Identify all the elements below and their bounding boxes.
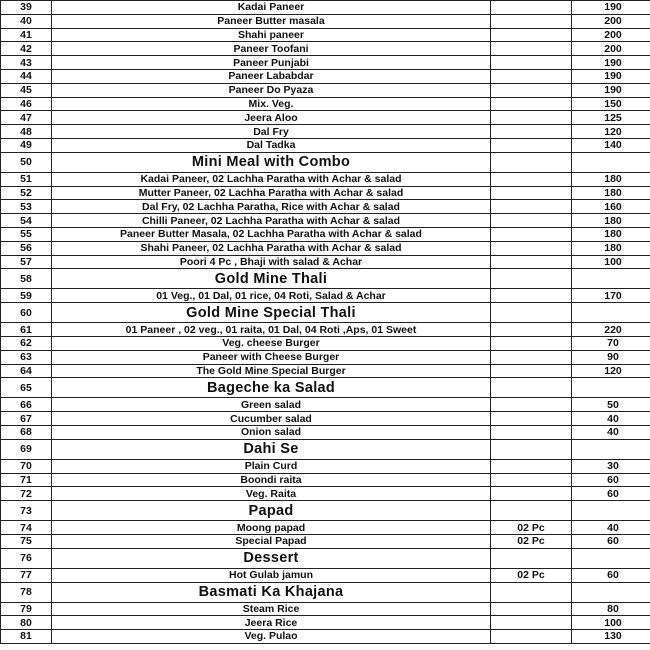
item-price — [572, 582, 650, 602]
item-price — [572, 378, 650, 398]
item-quantity — [491, 398, 572, 412]
item-price — [572, 269, 650, 289]
item-number: 80 — [1, 616, 52, 630]
item-name: Green salad — [52, 398, 491, 412]
item-quantity — [491, 42, 572, 56]
item-number: 43 — [1, 56, 52, 70]
item-number: 45 — [1, 83, 52, 97]
item-number: 63 — [1, 350, 52, 364]
menu-row — [1, 568, 650, 582]
item-number: 79 — [1, 602, 52, 616]
menu-row — [1, 534, 650, 548]
section-row — [1, 269, 650, 289]
item-name: Shahi paneer — [52, 28, 491, 42]
menu-row — [1, 398, 650, 412]
item-quantity — [491, 630, 572, 644]
item-quantity — [491, 582, 572, 602]
item-number: 67 — [1, 412, 52, 426]
item-name: Paneer Butter Masala, 02 Lachha Paratha with Achar & salad — [52, 227, 491, 241]
item-number: 70 — [1, 459, 52, 473]
item-price: 120 — [572, 364, 650, 378]
item-price: 180 — [572, 214, 650, 228]
item-name: Paneer Toofani — [52, 42, 491, 56]
item-name: Kadai Paneer — [52, 1, 491, 15]
item-number: 81 — [1, 630, 52, 644]
item-name: Paneer Do Pyaza — [52, 83, 491, 97]
item-price: 90 — [572, 350, 650, 364]
item-number: 66 — [1, 398, 52, 412]
item-name: Veg. cheese Burger — [52, 336, 491, 350]
item-name: Chilli Paneer, 02 Lachha Paratha with Achar & salad — [52, 214, 491, 228]
item-price: 60 — [572, 473, 650, 487]
item-quantity — [491, 241, 572, 255]
item-price: 150 — [572, 97, 650, 111]
item-price: 170 — [572, 289, 650, 303]
item-price: 190 — [572, 1, 650, 15]
item-number: 39 — [1, 1, 52, 15]
item-number: 42 — [1, 42, 52, 56]
item-price: 180 — [572, 186, 650, 200]
item-quantity — [491, 487, 572, 501]
item-price: 160 — [572, 200, 650, 214]
menu-row — [1, 138, 650, 152]
item-number: 74 — [1, 521, 52, 535]
menu-row — [1, 111, 650, 125]
item-number: 72 — [1, 487, 52, 501]
item-quantity — [491, 28, 572, 42]
item-quantity — [491, 138, 572, 152]
item-number: 65 — [1, 378, 52, 398]
section-title: Dahi Se — [52, 439, 491, 459]
item-price: 60 — [572, 534, 650, 548]
item-quantity — [491, 364, 572, 378]
item-name: Kadai Paneer, 02 Lachha Paratha with Achar & salad — [52, 172, 491, 186]
item-number: 53 — [1, 200, 52, 214]
section-title: Gold Mine Special Thali — [52, 303, 491, 323]
item-price: 180 — [572, 172, 650, 186]
item-quantity — [491, 227, 572, 241]
section-row — [1, 582, 650, 602]
item-number: 55 — [1, 227, 52, 241]
item-quantity: 02 Pc — [491, 534, 572, 548]
item-number: 48 — [1, 125, 52, 139]
menu-row — [1, 125, 650, 139]
section-row — [1, 548, 650, 568]
item-quantity — [491, 289, 572, 303]
item-number: 52 — [1, 186, 52, 200]
item-number: 57 — [1, 255, 52, 269]
item-price: 30 — [572, 459, 650, 473]
item-price: 200 — [572, 42, 650, 56]
item-name: Hot Gulab jamun — [52, 568, 491, 582]
menu-row — [1, 255, 650, 269]
item-quantity — [491, 501, 572, 521]
item-quantity — [491, 350, 572, 364]
menu-row — [1, 323, 650, 337]
item-quantity — [491, 69, 572, 83]
item-name: Shahi Paneer, 02 Lachha Paratha with Achar & salad — [52, 241, 491, 255]
item-price: 200 — [572, 28, 650, 42]
item-quantity — [491, 125, 572, 139]
item-price: 125 — [572, 111, 650, 125]
item-number: 77 — [1, 568, 52, 582]
item-name: Mutter Paneer, 02 Lachha Paratha with Achar & salad — [52, 186, 491, 200]
section-row — [1, 378, 650, 398]
item-quantity — [491, 214, 572, 228]
item-price: 70 — [572, 336, 650, 350]
item-number: 59 — [1, 289, 52, 303]
item-number: 62 — [1, 336, 52, 350]
menu-row — [1, 616, 650, 630]
item-quantity — [491, 303, 572, 323]
item-number: 46 — [1, 97, 52, 111]
item-quantity — [491, 172, 572, 186]
item-name: Moong papad — [52, 521, 491, 535]
item-price: 130 — [572, 630, 650, 644]
item-quantity — [491, 459, 572, 473]
menu-row — [1, 97, 650, 111]
menu-row — [1, 336, 650, 350]
item-quantity — [491, 97, 572, 111]
item-quantity — [491, 56, 572, 70]
item-number: 61 — [1, 323, 52, 337]
item-number: 76 — [1, 548, 52, 568]
item-name: 01 Veg., 01 Dal, 01 rice, 04 Roti, Salad & Achar — [52, 289, 491, 303]
menu-row — [1, 186, 650, 200]
menu-row — [1, 69, 650, 83]
item-price — [572, 303, 650, 323]
item-name: Onion salad — [52, 425, 491, 439]
item-name: Paneer Lababdar — [52, 69, 491, 83]
menu-row — [1, 172, 650, 186]
section-title: Papad — [52, 501, 491, 521]
menu-row — [1, 425, 650, 439]
item-number: 54 — [1, 214, 52, 228]
item-name: Poori 4 Pc , Bhaji with salad & Achar — [52, 255, 491, 269]
item-number: 64 — [1, 364, 52, 378]
section-row — [1, 303, 650, 323]
menu-body — [1, 1, 650, 644]
menu-row — [1, 28, 650, 42]
item-quantity — [491, 14, 572, 28]
item-quantity — [491, 200, 572, 214]
item-number: 60 — [1, 303, 52, 323]
item-price: 180 — [572, 227, 650, 241]
item-quantity: 02 Pc — [491, 521, 572, 535]
section-row — [1, 152, 650, 172]
item-name: Cucumber salad — [52, 412, 491, 426]
item-quantity — [491, 186, 572, 200]
item-name: Boondi raita — [52, 473, 491, 487]
item-name: Jeera Rice — [52, 616, 491, 630]
menu-row — [1, 487, 650, 501]
item-price: 100 — [572, 616, 650, 630]
item-number: 44 — [1, 69, 52, 83]
item-name: Steam Rice — [52, 602, 491, 616]
item-name: Dal Fry — [52, 125, 491, 139]
item-quantity — [491, 83, 572, 97]
item-price: 140 — [572, 138, 650, 152]
item-name: Paneer Punjabi — [52, 56, 491, 70]
item-quantity — [491, 336, 572, 350]
item-number: 68 — [1, 425, 52, 439]
item-price: 40 — [572, 425, 650, 439]
item-number: 75 — [1, 534, 52, 548]
menu-row — [1, 56, 650, 70]
menu-row — [1, 602, 650, 616]
item-quantity — [491, 378, 572, 398]
item-number: 58 — [1, 269, 52, 289]
item-price — [572, 152, 650, 172]
item-price: 50 — [572, 398, 650, 412]
menu-row — [1, 241, 650, 255]
menu-row — [1, 227, 650, 241]
item-quantity: 02 Pc — [491, 568, 572, 582]
section-row — [1, 439, 650, 459]
item-quantity — [491, 152, 572, 172]
item-price: 220 — [572, 323, 650, 337]
item-number: 40 — [1, 14, 52, 28]
item-quantity — [491, 412, 572, 426]
item-name: 01 Paneer , 02 veg., 01 raita, 01 Dal, 04 Roti ,Aps, 01 Sweet — [52, 323, 491, 337]
item-quantity — [491, 269, 572, 289]
item-name: Special Papad — [52, 534, 491, 548]
item-quantity — [491, 548, 572, 568]
item-quantity — [491, 439, 572, 459]
item-number: 78 — [1, 582, 52, 602]
item-price: 40 — [572, 521, 650, 535]
item-name: Veg. Raita — [52, 487, 491, 501]
menu-row — [1, 289, 650, 303]
menu-row — [1, 214, 650, 228]
item-quantity — [491, 616, 572, 630]
item-quantity — [491, 111, 572, 125]
item-name: Jeera Aloo — [52, 111, 491, 125]
menu-row — [1, 200, 650, 214]
menu-row — [1, 83, 650, 97]
item-price: 190 — [572, 56, 650, 70]
item-quantity — [491, 425, 572, 439]
item-number: 47 — [1, 111, 52, 125]
item-number: 73 — [1, 501, 52, 521]
item-number: 50 — [1, 152, 52, 172]
item-name: Dal Fry, 02 Lachha Paratha, Rice with Achar & salad — [52, 200, 491, 214]
item-name: Paneer Butter masala — [52, 14, 491, 28]
menu-row — [1, 473, 650, 487]
item-quantity — [491, 255, 572, 269]
menu-row — [1, 630, 650, 644]
item-number: 71 — [1, 473, 52, 487]
item-price: 120 — [572, 125, 650, 139]
item-name: The Gold Mine Special Burger — [52, 364, 491, 378]
section-title: Mini Meal with Combo — [52, 152, 491, 172]
item-price: 100 — [572, 255, 650, 269]
item-number: 69 — [1, 439, 52, 459]
item-price: 190 — [572, 83, 650, 97]
item-number: 51 — [1, 172, 52, 186]
item-number: 41 — [1, 28, 52, 42]
item-quantity — [491, 473, 572, 487]
item-price: 60 — [572, 487, 650, 501]
menu-row — [1, 1, 650, 15]
item-name: Plain Curd — [52, 459, 491, 473]
item-name: Paneer with Cheese Burger — [52, 350, 491, 364]
section-title: Basmati Ka Khajana — [52, 582, 491, 602]
item-quantity — [491, 323, 572, 337]
menu-row — [1, 364, 650, 378]
section-title: Bageche ka Salad — [52, 378, 491, 398]
item-name: Mix. Veg. — [52, 97, 491, 111]
section-row — [1, 501, 650, 521]
item-name: Dal Tadka — [52, 138, 491, 152]
menu-row — [1, 14, 650, 28]
item-price: 80 — [572, 602, 650, 616]
item-number: 56 — [1, 241, 52, 255]
menu-row — [1, 459, 650, 473]
item-price: 200 — [572, 14, 650, 28]
item-number: 49 — [1, 138, 52, 152]
item-price: 190 — [572, 69, 650, 83]
menu-row — [1, 42, 650, 56]
menu-row — [1, 521, 650, 535]
item-price: 40 — [572, 412, 650, 426]
section-title: Gold Mine Thali — [52, 269, 491, 289]
item-price — [572, 548, 650, 568]
menu-row — [1, 350, 650, 364]
item-name: Veg. Pulao — [52, 630, 491, 644]
section-title: Dessert — [52, 548, 491, 568]
item-quantity — [491, 1, 572, 15]
item-price — [572, 439, 650, 459]
item-quantity — [491, 602, 572, 616]
item-price: 180 — [572, 241, 650, 255]
item-price: 60 — [572, 568, 650, 582]
menu-row — [1, 412, 650, 426]
item-price — [572, 501, 650, 521]
